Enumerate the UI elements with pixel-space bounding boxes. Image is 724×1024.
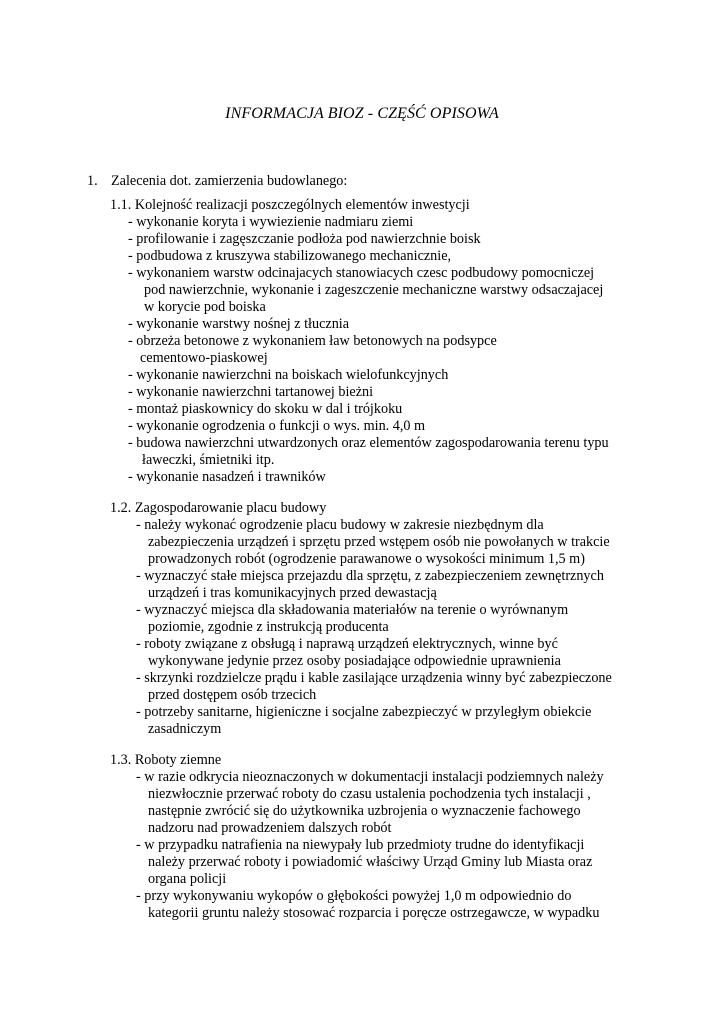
list-item: - w przypadku natrafienia na niewypały lub przedmioty trudne do identyfikacji [136, 837, 585, 853]
list-item-continuation: ławeczki, śmietniki itp. [142, 452, 275, 468]
list-item-continuation: zasadniczym [148, 721, 222, 737]
list-item: - wykonanie koryta i wywiezienie nadmiaru ziemi [128, 214, 414, 230]
section-heading: Zalecenia dot. zamierzenia budowlanego: [111, 173, 348, 189]
list-item: - roboty związane z obsługą i naprawą urządzeń elektrycznych, winne być [136, 636, 558, 652]
subsection-heading-1-3: 1.3. Roboty ziemne [110, 752, 222, 768]
list-item: - wykonanie nasadzeń i trawników [128, 469, 326, 485]
list-item-continuation: należy przerwać roboty i powiadomić właściwy Urząd Gminy lub Miasta oraz [148, 854, 593, 870]
list-item-continuation: poziomie, zgodnie z instrukcją producenta [148, 619, 389, 635]
list-item: - skrzynki rozdzielcze prądu i kable zasilające urządzenia winny być zabezpieczone [136, 670, 612, 686]
subsection-heading-1-1: 1.1. Kolejność realizacji poszczególnych elementów inwestycji [110, 197, 470, 213]
list-item-continuation: następnie zwrócić się do użytkownika uzbrojenia o wyznaczenie fachowego [148, 803, 581, 819]
list-item-continuation: niezwłocznie przerwać roboty do czasu ustalenia pochodzenia tych instalacji , [148, 786, 591, 802]
list-item-continuation: zabezpieczenia urządzeń i sprzętu przed wstępem osób nie powołanych w trakcie [148, 534, 610, 550]
subsection-heading-1-2: 1.2. Zagospodarowanie placu budowy [110, 500, 327, 516]
list-item: - w razie odkrycia nieoznaczonych w dokumentacji instalacji podziemnych należy [136, 769, 604, 785]
list-item: - wyznaczyć stałe miejsca przejazdu dla sprzętu, z zabezpieczeniem zewnętrznych [136, 568, 604, 584]
list-item-continuation: organa policji [148, 871, 227, 887]
list-item: - należy wykonać ogrodzenie placu budowy w zakresie niezbędnym dla [136, 517, 544, 533]
list-item-continuation: urządzeń i tras komunikacyjnych przed dewastacją [148, 585, 437, 601]
list-item: - budowa nawierzchni utwardzonych oraz elementów zagospodarowania terenu typu [128, 435, 609, 451]
list-item-continuation: prowadzonych robót (ogrodzenie parawanowe o wysokości minimum 1,5 m) [148, 551, 585, 567]
list-item-continuation: przed dostępem osób trzecich [148, 687, 317, 703]
list-item-continuation: pod nawierzchnie, wykonanie i zageszczenie mechaniczne warstwy odsaczajacej [144, 282, 604, 298]
list-item: - przy wykonywaniu wykopów o głębokości powyżej 1,0 m odpowiednio do [136, 888, 572, 904]
page-title: INFORMACJA BIOZ - CZĘŚĆ OPISOWA [225, 105, 499, 122]
list-item: - wykonaniem warstw odcinajacych stanowiacych czesc podbudowy pomocniczej [128, 265, 595, 281]
list-item: - wykonanie nawierzchni tartanowej bieżni [128, 384, 374, 400]
list-item-continuation: w korycie pod boiska [144, 299, 266, 315]
list-item: - wykonanie nawierzchni na boiskach wielofunkcyjnych [128, 367, 449, 383]
list-item: - profilowanie i zagęszczanie podłoża pod nawierzchnie boisk [128, 231, 481, 247]
list-item: - wyznaczyć miejsca dla składowania materiałów na terenie o wyrównanym [136, 602, 569, 618]
list-item: - wykonanie ogrodzenia o funkcji o wys. min. 4,0 m [128, 418, 426, 434]
list-item: - obrzeża betonowe z wykonaniem ław betonowych na podsypce [128, 333, 497, 349]
list-item: - wykonanie warstwy nośnej z tłucznia [128, 316, 350, 332]
section-number: 1. [87, 173, 98, 189]
list-item-continuation: kategorii gruntu należy stosować rozparcia i poręcze ostrzegawcze, w wypadku [148, 905, 600, 921]
list-item-continuation: wykonywane jedynie przez osoby posiadające odpowiednie uprawnienia [148, 653, 561, 669]
list-item: - potrzeby sanitarne, higieniczne i socjalne zabezpieczyć w przyległym obiekcie [136, 704, 592, 720]
list-item-continuation: nadzoru nad prowadzeniem dalszych robót [148, 820, 392, 836]
list-item: - montaż piaskownicy do skoku w dal i trójkoku [128, 401, 403, 417]
list-item-continuation: cementowo-piaskowej [140, 350, 268, 366]
list-item: - podbudowa z kruszywa stabilizowanego mechanicznie, [128, 248, 452, 264]
